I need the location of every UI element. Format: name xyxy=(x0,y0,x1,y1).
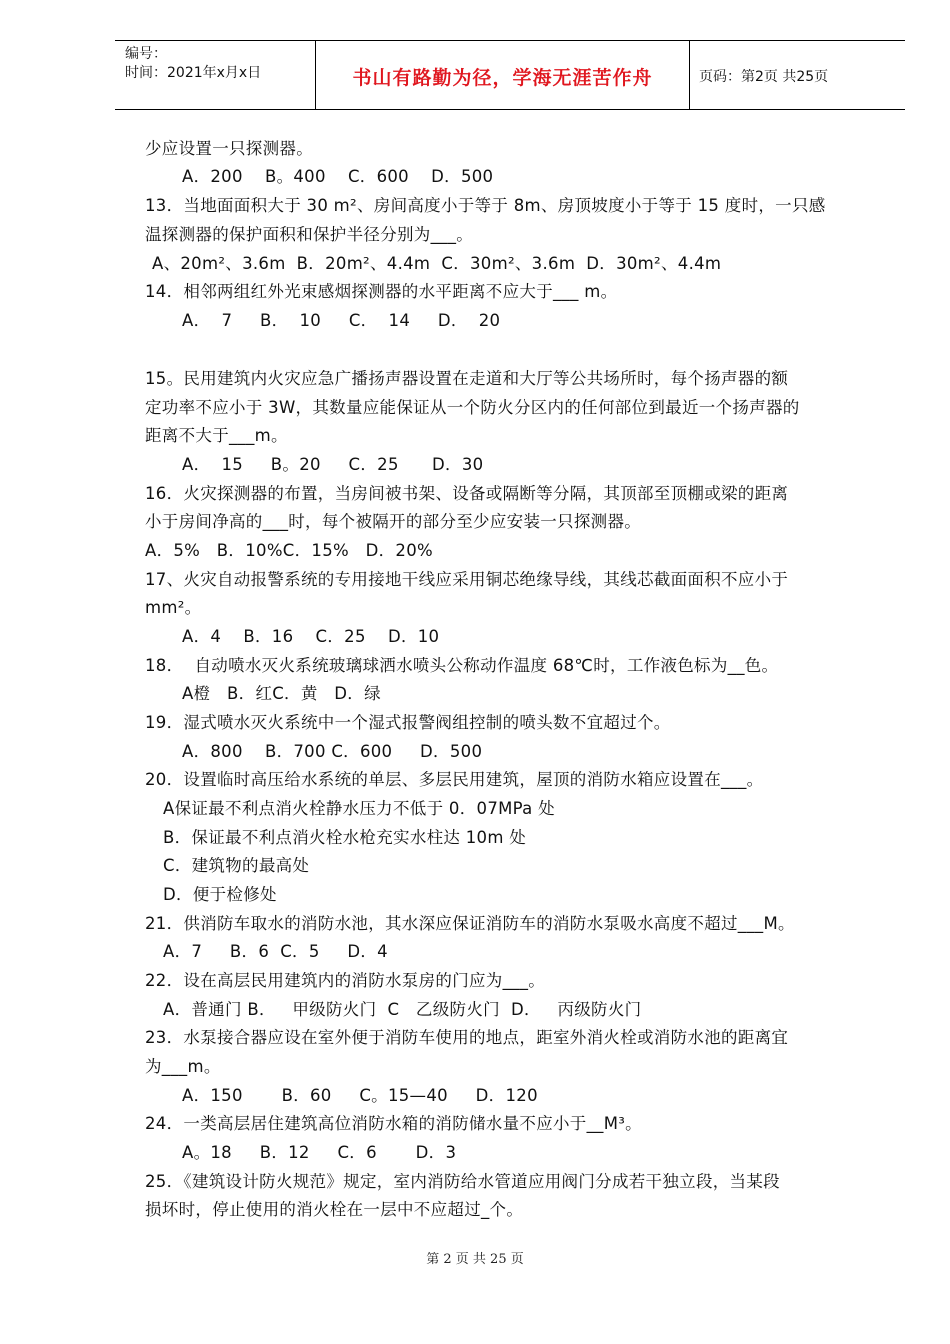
question-line: 22．设在高层民用建筑内的消防水泵房的门应为___。 xyxy=(145,971,546,990)
question-line: 温探测器的保护面积和保护半径分别为___。 xyxy=(145,225,474,244)
options-line: A．200 B。400 C．600 D．500 xyxy=(182,167,494,186)
question-line: 损坏时，停止使用的消火栓在一层中不应超过_个。 xyxy=(145,1200,524,1219)
question-line: 17、火灾自动报警系统的专用接地干线应采用铜芯绝缘导线，其线芯截面面积不应小于 xyxy=(145,570,789,589)
options-line: A橙 B．红C．黄 D．绿 xyxy=(182,684,381,703)
options-line: A、20m²、3.6m B．20m²、4.4m C．30m²、3.6m D．30m²、4.4m xyxy=(152,254,722,273)
header-divider xyxy=(689,41,690,109)
header-motto: 书山有路勤为径，学海无涯苦作舟 xyxy=(352,67,653,89)
options-line: A． 15 B。20 C．25 D．30 xyxy=(182,455,484,474)
document-number-label: 编号： xyxy=(125,46,167,62)
options-line: A．7 B．6 C．5 D．4 xyxy=(163,942,388,961)
question-line: 16．火灾探测器的布置，当房间被书架、设备或隔断等分隔，其顶部至顶棚或梁的距离 xyxy=(145,484,789,503)
options-line: A。18 B．12 C．6 D．3 xyxy=(182,1143,457,1162)
options-line: A．4 B．16 C．25 D．10 xyxy=(182,627,440,646)
question-line: 距离不大于___m。 xyxy=(145,426,288,445)
question-line: 21．供消防车取水的消防水池，其水深应保证消防车的消防水泵吸水高度不超过___M。 xyxy=(145,914,795,933)
page-header xyxy=(115,40,905,110)
header-meta xyxy=(125,45,261,83)
text-line: 少应设置一只探测器。 xyxy=(145,139,313,158)
options-line: A．5% B．10%C．15% D．20% xyxy=(145,541,433,560)
question-line: 23．水泵接合器应设在室外便于消防车使用的地点，距室外消火栓或消防水池的距离宜 xyxy=(145,1028,789,1047)
page-footer: 第 2 页 共 25 页 xyxy=(426,1252,524,1267)
options-line: A．普通门 B． 甲级防火门 C 乙级防火门 D． 丙级防火门 xyxy=(163,1000,642,1019)
question-line: 24．一类高层居住建筑高位消防水箱的消防储水量不应小于__M³。 xyxy=(145,1114,642,1133)
question-line: 19．湿式喷水灭火系统中一个湿式报警阀组控制的喷头数不宜超过个。 xyxy=(145,713,671,732)
question-line: 20．设置临时高压给水系统的单层、多层民用建筑，屋顶的消防水箱应设置在___。 xyxy=(145,770,764,789)
options-line: A保证最不利点消火栓静水压力不低于 0．07MPa 处 xyxy=(163,799,555,818)
document-time: 时间：2021年x月x日 xyxy=(125,65,262,81)
options-line: B．保证最不利点消火栓水枪充实水柱达 10m 处 xyxy=(163,828,527,847)
question-line: 15。民用建筑内火灾应急广播扬声器设置在走道和大厅等公共场所时，每个扬声器的额 xyxy=(145,369,789,388)
question-line: mm²。 xyxy=(145,598,202,617)
question-line: 25．《建筑设计防火规范》规定，室内消防给水管道应用阀门分成若干独立段，当某段 xyxy=(145,1172,780,1191)
question-line: 定功率不应小于 3W，其数量应能保证从一个防火分区内的任何部位到最近一个扬声器的 xyxy=(145,398,800,417)
question-line: 18． 自动喷水灭火系统玻璃球洒水喷头公称动作温度 68℃时，工作液色标为__色。 xyxy=(145,656,779,675)
options-line: A．150 B．60 C。15—40 D．120 xyxy=(182,1086,538,1105)
options-line: A．800 B．700 C．600 D．500 xyxy=(182,742,483,761)
options-line: D．便于检修处 xyxy=(163,885,277,904)
question-line: 14．相邻两组红外光束感烟探测器的水平距离不应大于___ m。 xyxy=(145,282,618,301)
question-line: 13．当地面面积大于 30 m²、房间高度小于等于 8m、房顶坡度小于等于 15 度时，一只感 xyxy=(145,196,826,215)
options-line: C．建筑物的最高处 xyxy=(163,856,310,875)
header-page-info: 页码：第2页 共25页 xyxy=(699,69,829,85)
options-line: A． 7 B． 10 C． 14 D． 20 xyxy=(182,311,501,330)
question-line: 小于房间净高的___时，每个被隔开的部分至少应安装一只探测器。 xyxy=(145,512,642,531)
question-line: 为___m。 xyxy=(145,1057,221,1076)
